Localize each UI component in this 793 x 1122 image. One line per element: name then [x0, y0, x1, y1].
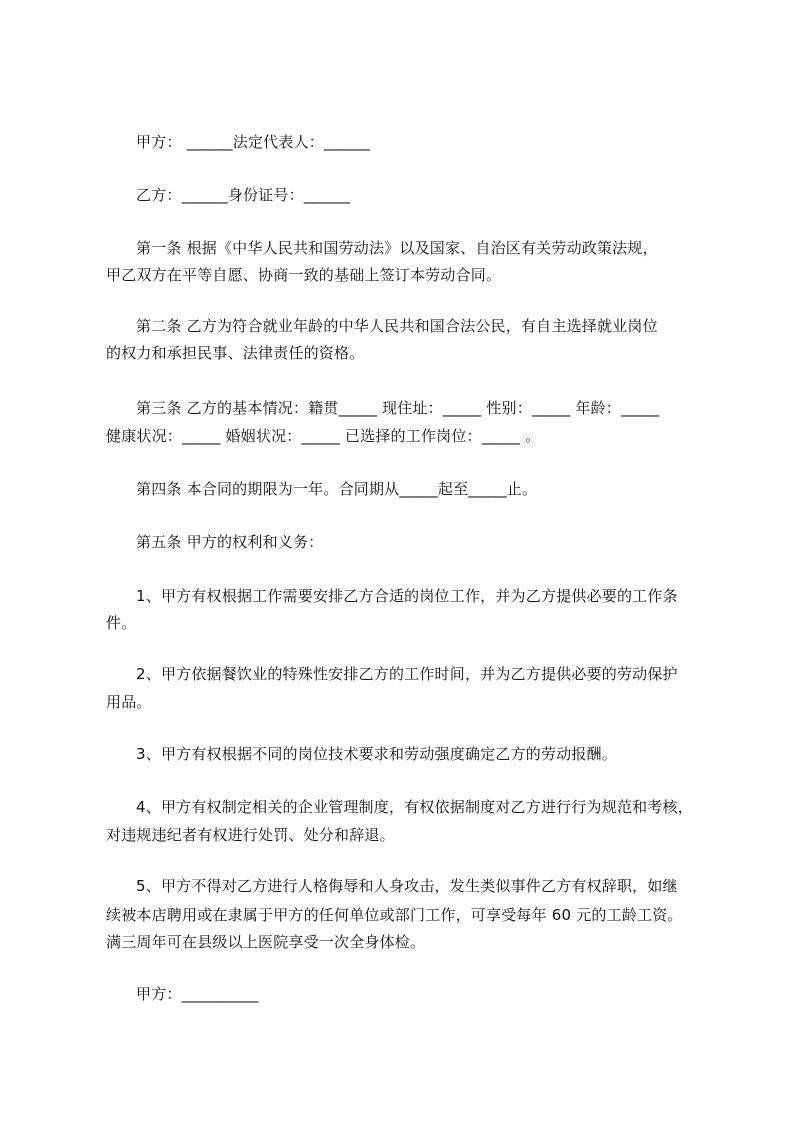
clause-1-line-1: 1、甲方有权根据工作需要安排乙方合适的岗位工作，并为乙方提供必要的工作条: [136, 587, 678, 605]
signature-party-a: 甲方：__________: [136, 985, 259, 1003]
clause-2-line-2: 用品。: [106, 693, 152, 711]
article-2-line-1: 第二条 乙方为符合就业年龄的中华人民共和国合法公民，有自主选择就业岗位: [136, 317, 658, 335]
clause-1-line-2: 件。: [106, 614, 137, 632]
article-1-line-2: 甲乙双方在平等自愿、协商一致的基础上签订本劳动合同。: [106, 266, 502, 284]
clause-3: 3、甲方有权根据不同的岗位技术要求和劳动强度确定乙方的劳动报酬。: [136, 745, 617, 763]
party-a-header: 甲方： ______法定代表人：______: [136, 133, 371, 151]
clause-4-line-2: 对违规违纪者有权进行处罚、处分和辞退。: [106, 826, 395, 844]
article-3-line-2: 健康状况：_____ 婚姻状况：_____ 已选择的工作岗位：_____ 。: [106, 427, 541, 445]
clause-2-line-1: 2、甲方依据餐饮业的特殊性安排乙方的工作时间，并为乙方提供必要的劳动保护: [136, 665, 678, 683]
article-1-line-1: 第一条 根据《中华人民共和国劳动法》以及国家、自治区有关劳动政策法规，: [136, 239, 658, 257]
article-4: 第四条 本合同的期限为一年。合同期从_____起至_____止。: [136, 480, 538, 498]
article-5-title: 第五条 甲方的权利和义务：: [136, 533, 324, 551]
clause-5-line-2: 续被本店聘用或在隶属于甲方的任何单位或部门工作，可享受每年 60 元的工龄工资。: [106, 906, 683, 924]
article-2-line-2: 的权力和承担民事、法律责任的资格。: [106, 344, 365, 362]
clause-5-line-3: 满三周年可在县级以上医院享受一次全身体检。: [106, 933, 426, 951]
clause-4-line-1: 4、甲方有权制定相关的企业管理制度，有权依据制度对乙方进行行为规范和考核，: [136, 798, 693, 816]
clause-5-line-1: 5、甲方不得对乙方进行人格侮辱和人身攻击，发生类似事件乙方有权辞职，如继: [136, 877, 678, 895]
article-3-line-1: 第三条 乙方的基本情况：籍贯_____ 现住址：_____ 性别：_____ 年龄：_____: [136, 399, 660, 417]
party-b-header: 乙方：______身份证号：______: [136, 186, 351, 204]
